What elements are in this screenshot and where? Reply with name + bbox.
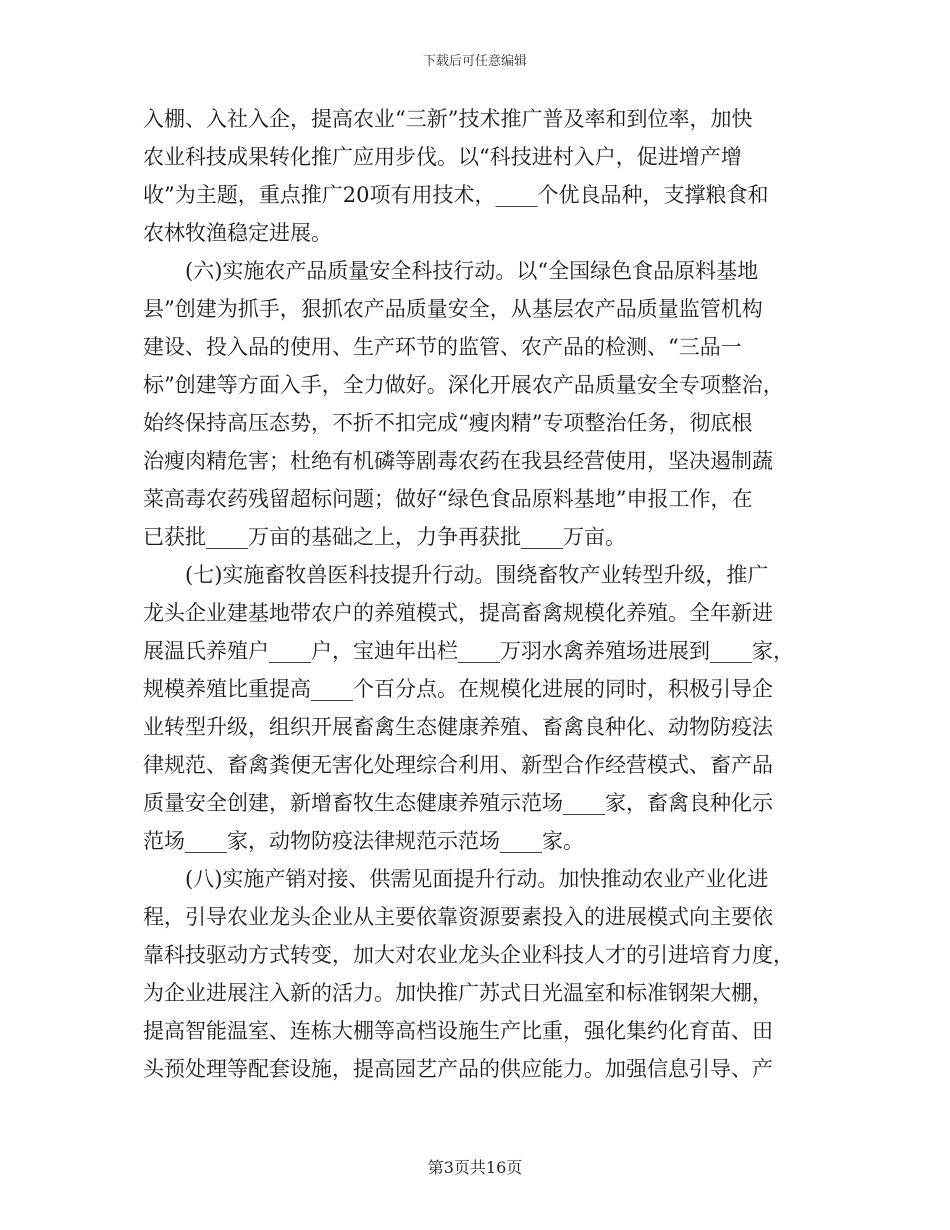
text-line: 头预处理等配套设施，提高园艺产品的供应能力。加强信息引导、产 (143, 1057, 773, 1081)
text-line: 已获批____万亩的基础之上，力争再获批____万亩。 (143, 525, 626, 549)
text-line: 农林牧渔稳定进展。 (143, 221, 332, 245)
text-line: 入棚、入社入企，提高农业“三新”技术推广普及率和到位率，加快 (143, 107, 753, 131)
text-line: (七)实施畜牧兽医科技提升行动。围绕畜牧产业转型升级，推广 (185, 563, 769, 587)
page-header-note: 下载后可任意编辑 (422, 54, 527, 69)
text-line: 业转型升级，组织开展畜禽生态健康养殖、畜禽良种化、动物防疫法 (143, 715, 773, 739)
text-line: 提高智能温室、连栋大棚等高档设施生产比重，强化集约化育苗、田 (143, 1019, 773, 1043)
text-line: 范场____家，动物防疫法律规范示范场____家。 (143, 829, 584, 853)
text-line: 规模养殖比重提高____个百分点。在规模化进展的同时，积极引导企 (143, 677, 773, 701)
document-body (143, 100, 807, 1088)
text-line: 收”为主题，重点推广20项有用技术，____个优良品种，支撑粮食和 (143, 183, 769, 207)
text-line: (六)实施农产品质量安全科技行动。以“全国绿色食品原料基地 (185, 259, 759, 283)
text-line: 展温氏养殖户____户，宝迪年出栏____万羽水禽养殖场进展到____家， (143, 639, 794, 663)
text-line: 龙头企业建基地带农户的养殖模式，提高畜禽规模化养殖。全年新进 (143, 601, 773, 625)
text-line: 治瘦肉精危害；杜绝有机磷等剧毒农药在我县经营使用，坚决遏制蔬 (143, 449, 773, 473)
text-line: 质量安全创建，新增畜牧生态健康养殖示范场____家，畜禽良种化示 (143, 791, 773, 815)
text-line: 县”创建为抓手，狠抓农产品质量安全，从基层农产品质量监管机构 (143, 297, 763, 321)
text-line: 建设、投入品的使用、生产环节的监管、农产品的检测、“三品一 (143, 335, 742, 359)
text-line: 律规范、畜禽粪便无害化处理综合利用、新型合作经营模式、畜产品 (143, 753, 773, 777)
text-line: 程，引导农业龙头企业从主要依靠资源要素投入的进展模式向主要依 (143, 905, 773, 929)
text-line: 菜高毒农药残留超标问题；做好“绿色食品原料基地”申报工作，在 (143, 487, 753, 511)
text-line: 农业科技成果转化推广应用步伐。以“科技进村入户，促进增产增 (143, 145, 742, 169)
text-line: 为企业进展注入新的活力。加快推广苏式日光温室和标准钢架大棚， (143, 981, 773, 1005)
text-line: 靠科技驱动方式转变，加大对农业龙头企业科技人才的引进培育力度， (143, 943, 794, 967)
text-line: 始终保持高压态势，不折不扣完成“瘦肉精”专项整治任务，彻底根 (143, 411, 753, 435)
text-line: (八)实施产销对接、供需见面提升行动。加快推动农业产业化进 (185, 867, 769, 891)
page-number: 第3页共16页 (427, 1158, 523, 1177)
text-line: 标”创建等方面入手，全力做好。深化开展农产品质量安全专项整治， (143, 373, 784, 397)
